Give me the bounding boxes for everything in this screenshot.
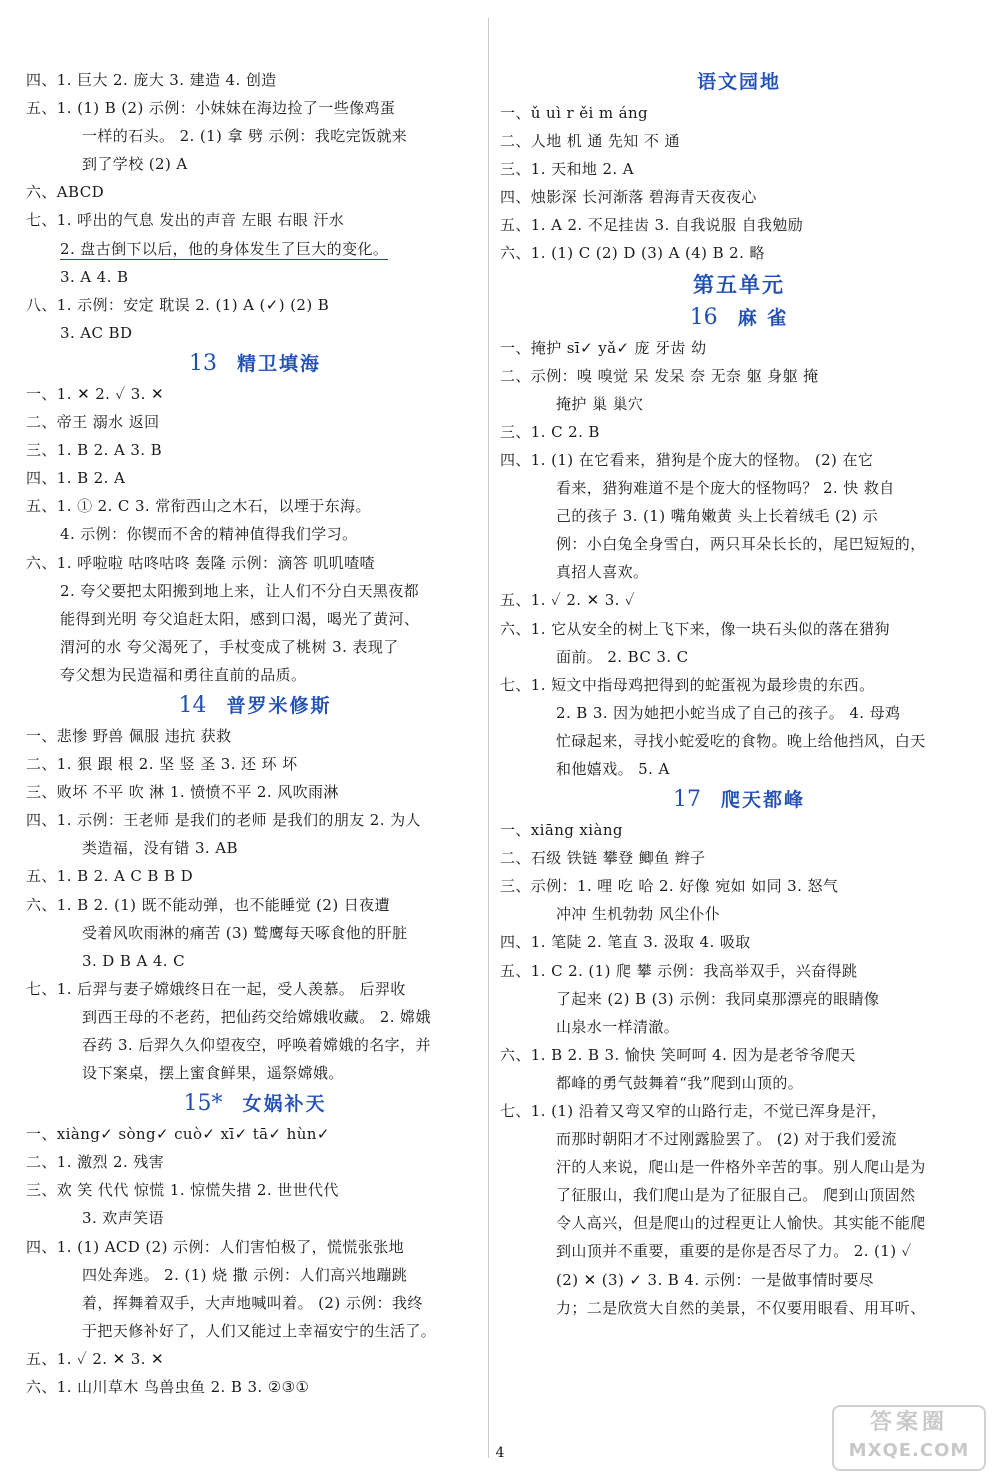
answer-text: 了起来 (2) B (3) 示例：我同桌那漂亮的眼睛像	[556, 989, 880, 1008]
answer-text: 真招人喜欢。	[556, 563, 649, 582]
answer-text: 七、1. 短文中指母鸡把得到的蛇蛋视为最珍贵的东西。	[500, 675, 875, 694]
lesson-number: 14	[178, 692, 207, 718]
answer-text: 2. 夸父要把太阳搬到地上来，让人们不分白天黑夜都	[60, 581, 420, 600]
answer-text: 3. AC BD	[60, 323, 133, 342]
answer-text: 渭河的水 夸父渴死了，手杖变成了桃树 3. 表现了	[60, 637, 399, 656]
answer-line	[26, 722, 484, 750]
lesson-heading	[26, 347, 484, 380]
answer-line	[26, 862, 484, 890]
answer-text: 例：小白兔全身雪白，两只耳朵长长的，尾巴短短的，	[556, 535, 926, 554]
answer-line	[500, 727, 978, 755]
answer-line	[26, 94, 484, 122]
answer-text: 六、1. 山川草木 鸟兽虫鱼 2. B 3. ②③①	[26, 1378, 310, 1397]
answer-line	[26, 891, 484, 919]
answer-text: 一、xiāng xiàng	[500, 821, 623, 840]
answer-line	[500, 1294, 978, 1322]
answer-line	[500, 502, 978, 530]
answer-text: 三、欢 笑 代代 惊慌 1. 惊慌失措 2. 世世代代	[26, 1181, 339, 1200]
column-divider	[488, 18, 489, 1458]
answer-text: 八、1. 示例：安定 耽误 2. (1) A (✓) (2) B	[26, 295, 330, 314]
page-number: 4	[495, 1445, 505, 1461]
answer-line	[500, 1181, 978, 1209]
answer-line	[500, 671, 978, 699]
answer-text: 设下案桌，摆上蜜食鲜果，遥祭嫦娥。	[82, 1064, 344, 1083]
lesson-title: 第五单元	[693, 271, 785, 297]
answer-text: 六、1. 呼啦啦 咕咚咕咚 轰隆 示例：滴答 叽叽喳喳	[26, 553, 375, 572]
answer-line	[500, 1153, 978, 1181]
answer-line	[500, 1041, 978, 1069]
answer-text: 四、1. 示例：王老师 是我们的老师 是我们的朋友 2. 为人	[26, 811, 421, 830]
answer-text: 3. D B A 4. C	[82, 951, 186, 970]
answer-line	[26, 492, 484, 520]
answer-text: 五、1. ✓ 2. ✕ 3. ✓	[500, 591, 636, 610]
answer-line	[500, 99, 978, 127]
answer-line	[26, 1003, 484, 1031]
answer-line	[26, 1261, 484, 1289]
answer-text: 二、石级 铁链 攀登 鲫鱼 辫子	[500, 849, 706, 868]
answer-line	[26, 319, 484, 347]
answer-line	[26, 436, 484, 464]
answer-line	[500, 699, 978, 727]
answer-line	[26, 778, 484, 806]
answer-text: 二、1. 激烈 2. 残害	[26, 1153, 165, 1172]
answer-text: 三、示例：1. 哩 吃 哈 2. 好像 宛如 如同 3. 怒气	[500, 877, 839, 896]
answer-text: 七、1. 呼出的气息 发出的声音 左眼 右眼 汗水	[26, 211, 345, 230]
answer-line	[26, 919, 484, 947]
answer-text: 七、1. (1) 沿着又弯又窄的山路行走，不觉已浑身是汗，	[500, 1102, 887, 1120]
answer-line	[26, 750, 484, 778]
answer-line	[26, 806, 484, 834]
answer-text: 五、1. C 2. (1) 爬 攀 示例：我高举双手，兴奋得跳	[500, 961, 858, 980]
answer-line	[500, 362, 978, 390]
answer-text: 了征服山，我们爬山是为了征服自己。 爬到山顶固然	[556, 1186, 916, 1205]
answer-text: 三、1. C 2. B	[500, 422, 600, 441]
answer-text: 到西王母的不老药，把仙药交给嫦娥收藏。 2. 嫦娥	[82, 1007, 431, 1026]
answer-text: 山泉水一样清澈。	[556, 1017, 680, 1036]
answer-line	[500, 844, 978, 872]
answer-line	[26, 1317, 484, 1345]
answer-text: 令人高兴，但是爬山的过程更让人愉快。其实能不能爬	[556, 1214, 926, 1233]
answer-line	[500, 446, 978, 474]
lesson-heading	[500, 301, 978, 334]
answer-text: 3. 欢声笑语	[82, 1209, 164, 1228]
answer-text: 二、示例：嗅 嗅觉 呆 发呆 奈 无奈 躯 身躯 掩	[500, 366, 819, 385]
answer-line	[500, 390, 978, 418]
answer-text: 2. 盘古倒下以后，他的身体发生了巨大的变化。	[60, 239, 389, 258]
lesson-title: 麻 雀	[737, 306, 789, 329]
answer-line	[500, 586, 978, 614]
answer-line	[500, 183, 978, 211]
answer-line	[26, 549, 484, 577]
answer-line	[26, 263, 484, 291]
lesson-heading	[500, 783, 978, 816]
answer-line	[26, 605, 484, 633]
answer-line	[500, 755, 978, 783]
answer-line	[500, 474, 978, 502]
answer-line	[26, 206, 484, 234]
answer-line	[500, 900, 978, 928]
answer-line	[26, 1289, 484, 1317]
answer-line	[26, 633, 484, 661]
answer-text: 四处奔逃。 2. (1) 烧 撒 示例：人们高兴地蹦跳	[82, 1265, 408, 1284]
answer-text: 都峰的勇气鼓舞着“我”爬到山顶的。	[556, 1073, 804, 1092]
answer-text: 一样的石头。 2. (1) 拿 劈 示例：我吃完饭就来	[82, 127, 408, 146]
answer-text: 掩护 巢 巢穴	[556, 394, 644, 413]
answer-text: 一、ǔ uì r ěi m áng	[500, 104, 649, 122]
answer-text: 五、1. A 2. 不足挂齿 3. 自我说服 自我勉励	[500, 216, 804, 235]
answer-text: 吞药 3. 后羿久久仰望夜空，呼唤着嫦娥的名字，并	[82, 1036, 431, 1054]
lesson-title: 精卫填海	[236, 352, 321, 375]
answer-line	[500, 1266, 978, 1294]
lesson-title: 普罗米修斯	[226, 694, 332, 717]
unit-heading	[500, 268, 978, 301]
answer-line	[500, 1069, 978, 1097]
answer-line	[26, 150, 484, 178]
answer-line	[26, 122, 484, 150]
lesson-heading	[500, 66, 978, 99]
answer-line	[500, 1237, 978, 1265]
answer-line	[26, 1031, 484, 1059]
answer-line	[26, 1204, 484, 1232]
answer-text: 四、烛影深 长河渐落 碧海青天夜夜心	[500, 188, 757, 207]
answer-text: 四、1. 巨大 2. 庞大 3. 建造 4. 创造	[26, 71, 277, 89]
lesson-number: 17	[672, 787, 701, 813]
answer-line	[500, 928, 978, 956]
answer-line	[500, 334, 978, 362]
answer-text: 二、帝王 溺水 返回	[26, 413, 160, 432]
answer-line	[26, 1176, 484, 1204]
answer-text: 而那时朝阳才不过刚露脸罢了。 (2) 对于我们爱流	[556, 1130, 897, 1149]
answer-text: 四、1. B 2. A	[26, 469, 126, 488]
answer-line	[26, 464, 484, 492]
answer-line	[26, 1120, 484, 1148]
answer-text: 二、人地 机 通 先知 不 通	[500, 132, 680, 151]
answer-line	[26, 520, 484, 548]
watermark-logo	[832, 1405, 986, 1471]
answer-text: 五、1. ① 2. C 3. 常衔西山之木石，以堙于东海。	[26, 497, 371, 516]
answer-text: 于把天修补好了，人们又能过上幸福安宁的生活了。	[82, 1321, 437, 1340]
answer-text: 四、1. (1) ACD (2) 示例：人们害怕极了，慌慌张张地	[26, 1237, 405, 1256]
answer-line	[26, 178, 484, 206]
answer-text: 3. A 4. B	[60, 267, 129, 286]
answer-line	[26, 1373, 484, 1401]
answer-line	[26, 1345, 484, 1373]
answer-text: 类造福，没有错 3. AB	[82, 839, 238, 858]
answer-text: 三、1. 天和地 2. A	[500, 160, 634, 179]
answer-text: 冲冲 生机勃勃 风尘仆仆	[556, 905, 721, 924]
answer-text: 力；二是欣赏大自然的美景，不仅要用眼看、用耳听、	[556, 1298, 926, 1317]
answer-text: 汗的人来说，爬山是一件格外辛苦的事。别人爬山是为	[556, 1158, 926, 1177]
answer-text: 五、1. (1) B (2) 示例：小妹妹在海边捡了一些像鸡蛋	[26, 99, 396, 118]
answer-text: 一、xiàng✓ sòng✓ cuò✓ xī✓ tā✓ hùn✓	[26, 1125, 330, 1144]
answer-line	[500, 1125, 978, 1153]
answer-text: 六、ABCD	[26, 183, 105, 202]
answer-line	[26, 661, 484, 689]
answer-text: 面前。 2. BC 3. C	[556, 647, 689, 666]
answer-text: 夸父想为民造福和勇往直前的品质。	[60, 665, 307, 684]
answer-line	[500, 816, 978, 844]
left-column	[26, 66, 484, 1401]
answer-text: 四、1. 笔陡 2. 笔直 3. 汲取 4. 吸取	[500, 933, 751, 952]
answer-text: 三、1. B 2. A 3. B	[26, 441, 163, 460]
answer-text: 六、1. 它从安全的树上飞下来，像一块石头似的落在猎狗	[500, 619, 890, 638]
answer-line	[500, 530, 978, 558]
lesson-heading	[26, 689, 484, 722]
answer-text: 六、1. (1) C (2) D (3) A (4) B 2. 略	[500, 244, 765, 263]
answer-line	[26, 408, 484, 436]
right-column	[500, 66, 978, 1322]
answer-text: 二、1. 狠 跟 根 2. 坚 竖 圣 3. 还 环 坏	[26, 755, 298, 774]
lesson-title: 爬天都峰	[720, 789, 805, 812]
answer-line	[26, 975, 484, 1003]
answer-line	[26, 66, 484, 94]
watermark-text-top: 答案圈	[869, 1410, 948, 1435]
answer-line	[26, 291, 484, 319]
lesson-title: 语文园地	[696, 71, 781, 93]
answer-line	[500, 127, 978, 155]
answer-text: 看来，猎狗难道不是个庞大的怪物吗？ 2. 快 救自	[556, 479, 895, 498]
answer-text: 能得到光明 夸父追赶太阳，感到口渴，喝光了黄河、	[60, 609, 420, 628]
answer-text: 到山顶并不重要，重要的是你是否尽了力。 2. (1) ✓	[556, 1242, 912, 1261]
answer-line	[26, 947, 484, 975]
answer-line	[500, 239, 978, 267]
answer-line	[26, 577, 484, 605]
answer-line	[500, 211, 978, 239]
answer-line	[500, 643, 978, 671]
watermark-text-bottom: MXQE.COM	[848, 1440, 970, 1461]
answer-text: 着，挥舞着双手，大声地喊叫着。 (2) 示例：我终	[82, 1293, 423, 1312]
answer-text: 己的孩子 3. (1) 嘴角嫩黄 头上长着绒毛 (2) 示	[556, 507, 879, 526]
answer-line	[26, 380, 484, 408]
answer-text: (2) ✕ (3) ✓ 3. B 4. 示例：一是做事情时要尽	[556, 1270, 875, 1289]
answer-line	[500, 155, 978, 183]
answer-line	[500, 418, 978, 446]
lesson-heading	[26, 1087, 484, 1120]
answer-line	[26, 235, 484, 263]
answer-text: 受着风吹雨淋的痛苦 (3) 鹫鹰每天啄食他的肝脏	[82, 923, 408, 942]
answer-text: 一、掩护 sī✓ yǎ✓ 庞 牙齿 幼	[500, 338, 707, 357]
answer-line	[500, 985, 978, 1013]
answer-line	[26, 1233, 484, 1261]
answer-text: 忙碌起来，寻找小蛇爱吃的食物。晚上给他挡风，白天	[556, 731, 926, 750]
answer-text: 六、1. B 2. B 3. 愉快 笑呵呵 4. 因为是老爷爷爬天	[500, 1045, 856, 1064]
answer-text: 五、1. B 2. A C B B D	[26, 867, 194, 886]
answer-line	[500, 615, 978, 643]
answer-text: 和他嬉戏。 5. A	[556, 759, 670, 778]
answer-text: 六、1. B 2. (1) 既不能动弹，也不能睡觉 (2) 日夜遭	[26, 895, 390, 914]
answer-text: 一、悲惨 野兽 佩服 违抗 获救	[26, 726, 232, 745]
answer-line	[500, 1209, 978, 1237]
answer-text: 三、败坏 不平 吹 淋 1. 愤愤不平 2. 风吹雨淋	[26, 783, 339, 802]
lesson-number: 15*	[183, 1091, 223, 1117]
answer-line	[500, 957, 978, 985]
answer-text: 一、1. ✕ 2. ✓ 3. ✕	[26, 384, 164, 403]
lesson-number: 13	[188, 350, 217, 376]
answer-line	[500, 558, 978, 586]
answer-line	[26, 1059, 484, 1087]
lesson-title: 女娲补天	[242, 1093, 327, 1116]
answer-text: 4. 示例：你锲而不舍的精神值得我们学习。	[60, 525, 358, 544]
answer-text: 五、1. ✓ 2. ✕ 3. ✕	[26, 1349, 164, 1368]
answer-line	[26, 834, 484, 862]
answer-text: 2. B 3. 因为她把小蛇当成了自己的孩子。 4. 母鸡	[556, 703, 901, 722]
answer-text: 到了学校 (2) A	[82, 155, 188, 174]
answer-line	[500, 872, 978, 900]
answer-line	[500, 1013, 978, 1041]
answer-line	[26, 1148, 484, 1176]
answer-text: 七、1. 后羿与妻子嫦娥终日在一起，受人羡慕。 后羿收	[26, 979, 406, 998]
answer-text: 四、1. (1) 在它看来，猎狗是个庞大的怪物。 (2) 在它	[500, 450, 874, 469]
lesson-number: 16	[689, 304, 718, 330]
answer-line	[500, 1097, 978, 1125]
